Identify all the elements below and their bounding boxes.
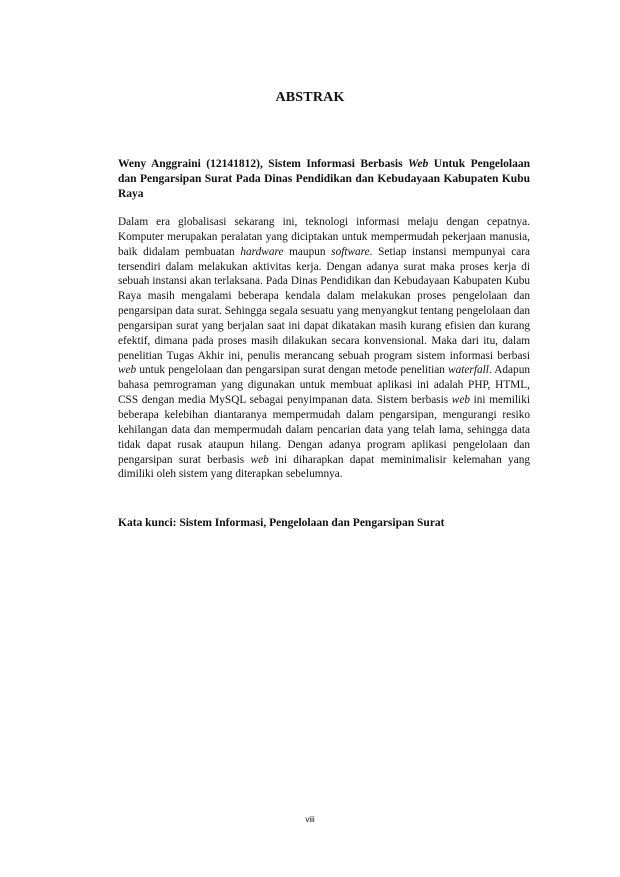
term-web: web	[250, 453, 269, 466]
abstract-paragraph	[118, 215, 530, 482]
keywords: Kata kunci: Sistem Informasi, Pengelolaan dan Pengarsipan Surat	[118, 517, 445, 529]
page-title: ABSTRAK	[275, 90, 345, 105]
heading-author: Weny Anggraini (12141812), Sistem Informasi Berbasis	[118, 158, 409, 170]
term-web: web	[118, 364, 137, 377]
heading-rest: Untuk Pengelolaan dan Pengarsipan Surat Pada Dinas Pendidikan dan Kebudayaan Kabupaten Kubu Raya	[118, 158, 530, 200]
term-web: web	[451, 394, 470, 407]
paragraph-segment: maupun	[283, 245, 332, 258]
heading-web-term: Web	[408, 158, 429, 170]
paragraph-segment: ini memiliki beberapa kelebihan diantaranya mempermudah dalam pengarsipan, mengurangi resiko kehilangan data dan mempermudah dalam pencarian data yang telah lama, sehingga data tidak dapat rusak ataupun hilang. Dengan adanya program aplikasi pengelolaan dan pengarsipan surat berbasis	[118, 394, 530, 466]
abstract-heading	[118, 157, 530, 202]
paragraph-segment: . Adapun bahasa pemrograman yang digunakan untuk membuat aplikasi ini adalah PHP, HTML, CSS dengan media MySQL sebagai penyimpanan data. Sistem berbasis	[118, 364, 531, 407]
paragraph-segment: Dalam era globalisasi sekarang ini, teknologi informasi melaju dengan cepatnya. Komputer merupakan peralatan yang diciptakan untuk mempermudah pekerjaan manusia, baik didalam pembuatan	[118, 216, 530, 258]
term-waterfall: waterfall	[448, 364, 489, 377]
paragraph-segment: untuk pengelolaan dan pengarsipan surat dengan metode penelitian	[136, 364, 449, 377]
term-software: software	[331, 245, 370, 258]
paragraph-segment: ini diharapkan dapat meminimalisir kelemahan yang dimiliki oleh sistem yang diterapkan sebelumnya.	[118, 453, 530, 481]
paragraph-segment: . Setiap instansi mempunyai cara tersendiri dalam melakukan aktivitas kerja. Dengan adanya surat maka proses kerja di sebuah instansi akan terlaksana. Pada Dinas Pendidikan dan Kebudayaan Kabupaten Kubu Raya masih mengalami beberapa kendala dalam melakukan proses pengelolaan dan pengarsipan data surat. Sehingga segala sesuatu yang menyangkut tentang pengelolaan dan pengarsipan surat yang berjalan saat ini dapat dikatakan masih kurang efisien dan kurang efektif, dimana pada proses masih dilakukan secara konvensional. Maka dari itu, dalam penelitian Tugas Akhir ini, penulis merancang sebuah program sistem informasi berbasi	[118, 245, 530, 362]
page-number: viii	[305, 815, 315, 824]
term-hardware: hardware	[240, 245, 284, 258]
